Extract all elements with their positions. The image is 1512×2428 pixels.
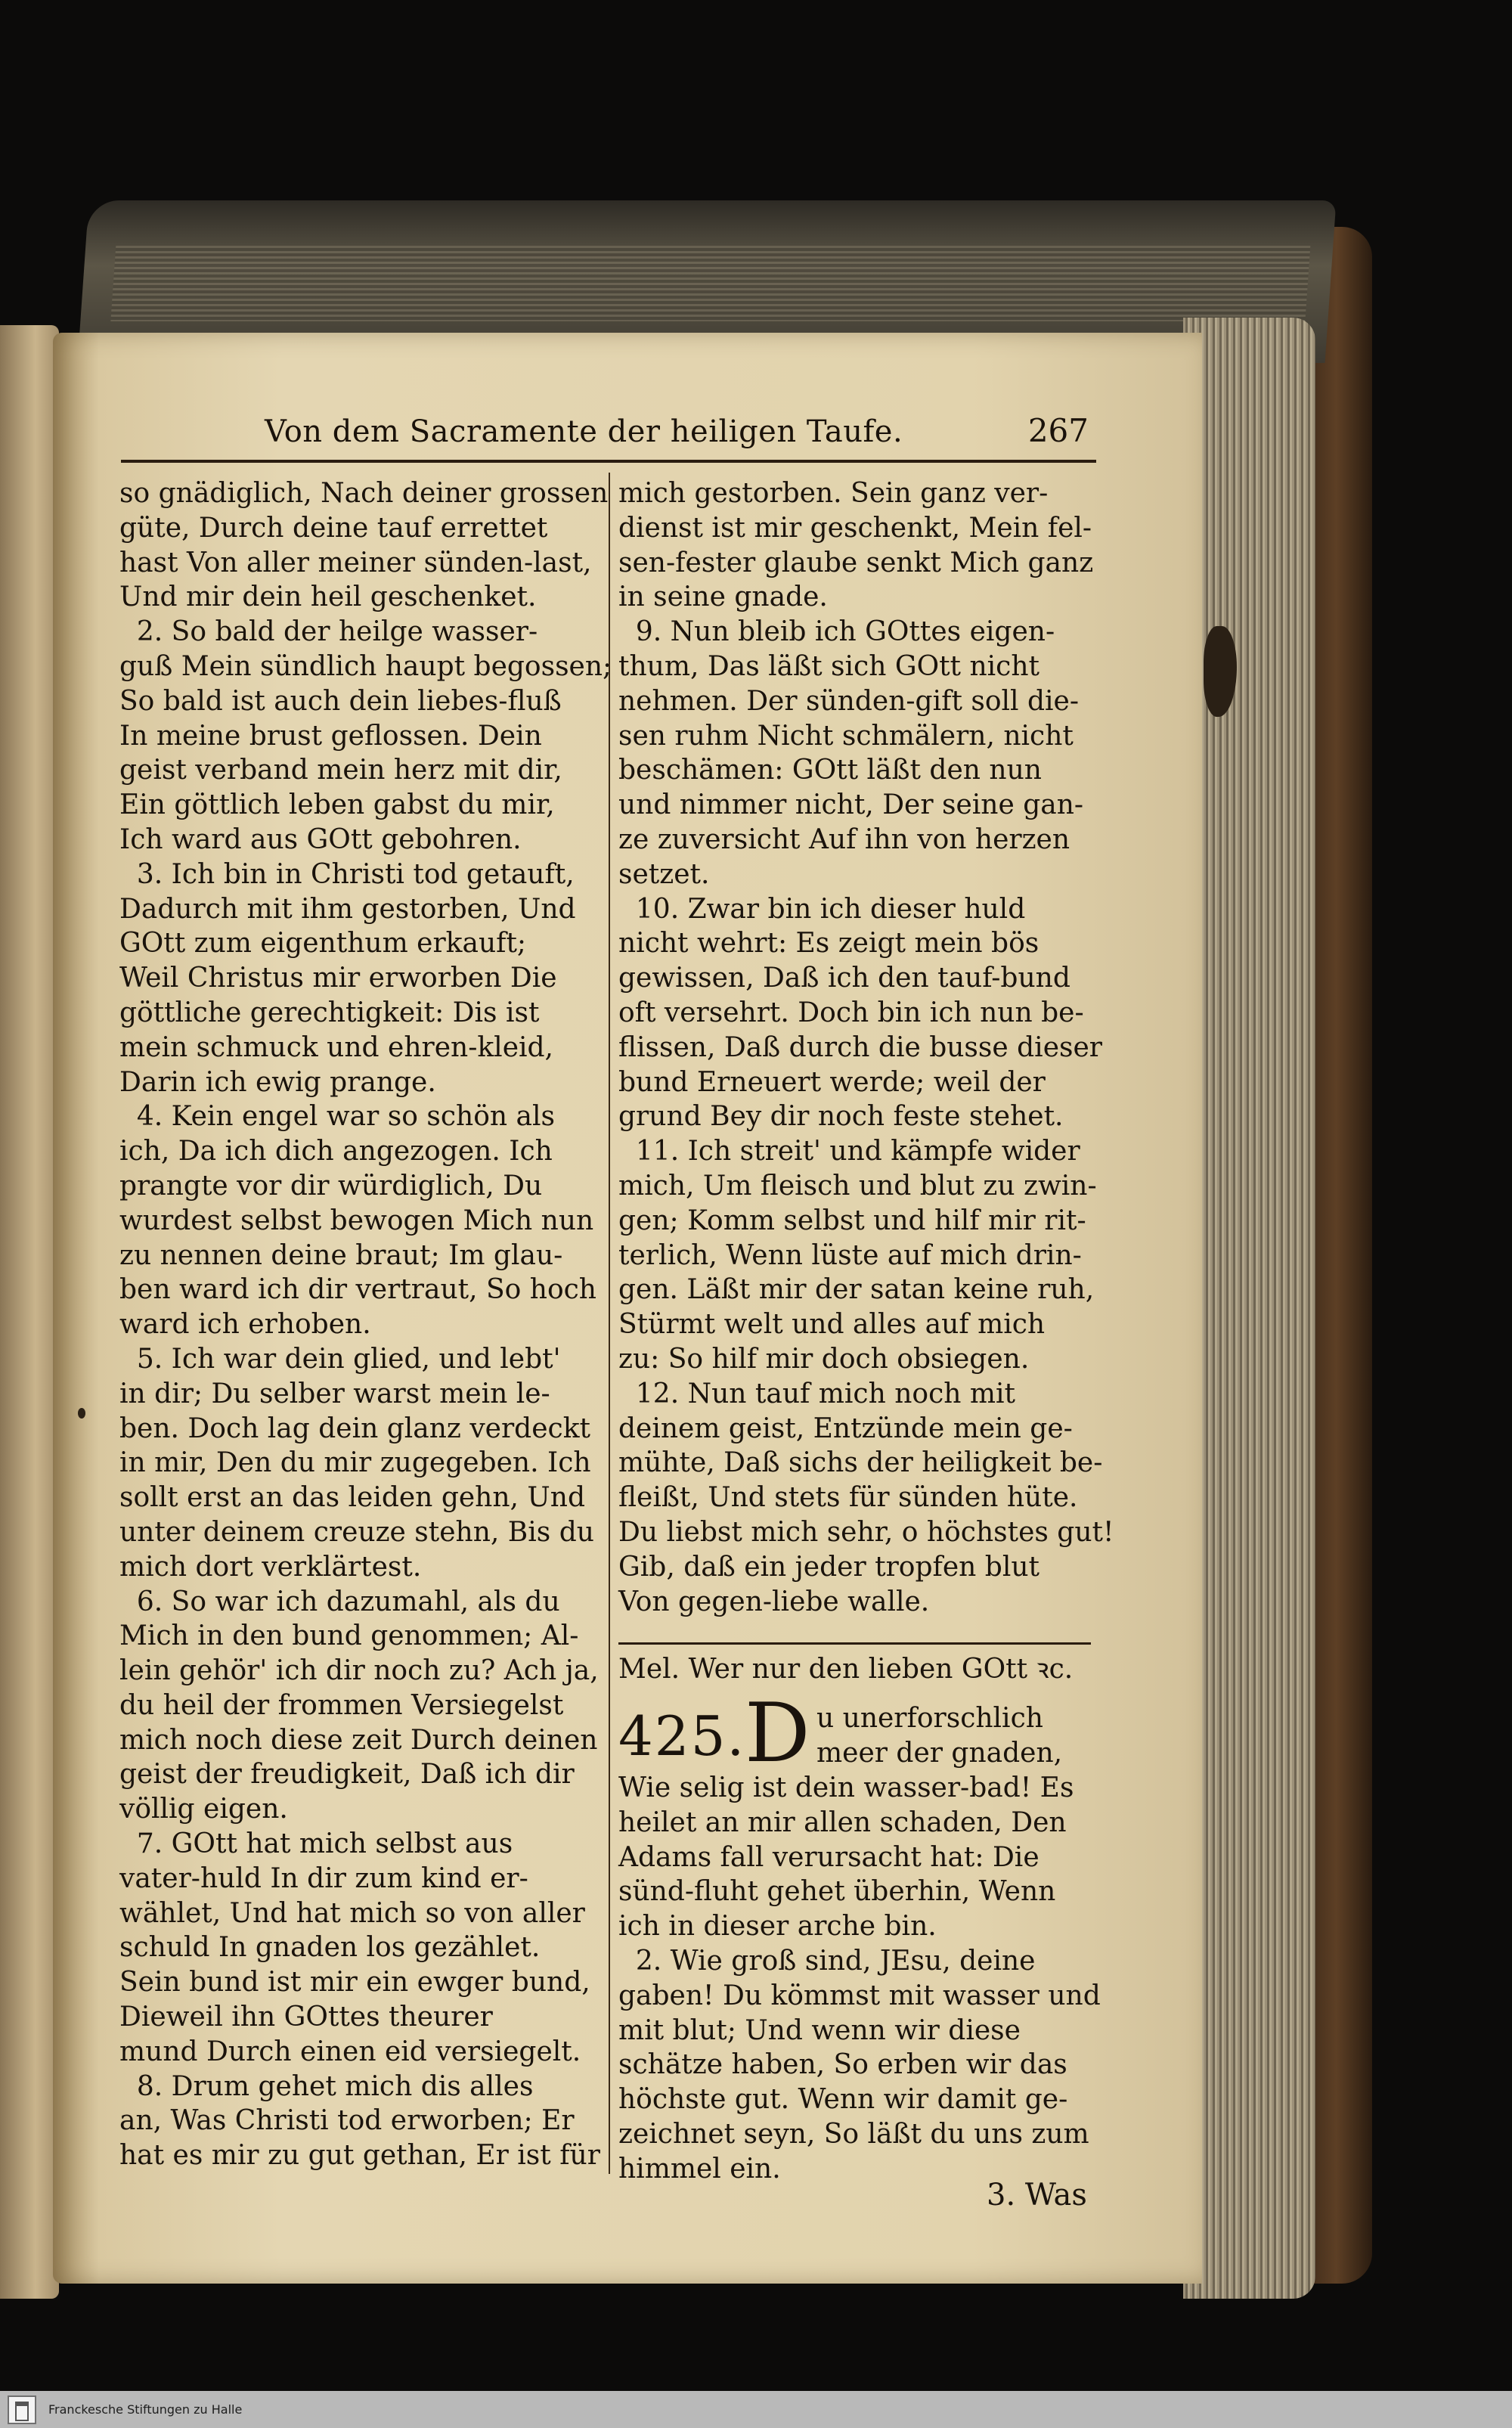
text-line: Gib, daß ein jeder tropfen blut (618, 1551, 1040, 1583)
text-line: oft versehrt. Doch bin ich nun be- (618, 997, 1084, 1028)
text-line: Und mir dein heil geschenket. (119, 581, 537, 613)
text-line: u unerforschlich (816, 1703, 1043, 1734)
text-line: Sein bund ist mir ein ewger bund, (119, 1967, 590, 1999)
margin-dot (78, 1408, 85, 1419)
text-line: Weil Christus mir erworben Die (119, 963, 557, 994)
text-line: sen-fester glaube senkt Mich ganz (618, 547, 1094, 578)
text-line: prangte vor dir würdiglich, Du (119, 1170, 543, 1202)
text-line: ben. Doch lag dein glanz verdeckt (119, 1412, 590, 1444)
text-line: ben ward ich dir vertraut, So hoch (119, 1274, 596, 1306)
catchword: 3. Was (987, 2178, 1087, 2212)
hymn-number: 425. (618, 1704, 746, 1768)
text-line: so gnädiglich, Nach deiner grossen (119, 478, 609, 509)
footer-bar (0, 2391, 1512, 2428)
text-line: Darin ich ewig prange. (119, 1066, 436, 1098)
text-line: zu: So hilf mir doch obsiegen. (618, 1343, 1030, 1375)
hymn-rule (618, 1642, 1091, 1645)
text-line: geist der freudigkeit, Daß ich dir (119, 1759, 575, 1791)
text-line: lein gehör' ich dir noch zu? Ach ja, (119, 1655, 599, 1687)
text-line: 4. Kein engel war so schön als (119, 1101, 555, 1133)
text-line: Von gegen-liebe walle. (618, 1586, 930, 1617)
text-line: du heil der frommen Versiegelst (119, 1689, 564, 1721)
text-line: Mich in den bund genommen; Al- (119, 1620, 579, 1652)
text-line: Stürmt welt und alles auf mich (618, 1309, 1046, 1341)
text-line: 9. Nun bleib ich GOttes eigen- (618, 616, 1055, 648)
text-line: mein schmuck und ehren-kleid, (119, 1031, 553, 1063)
text-line: 10. Zwar bin ich dieser huld (618, 893, 1026, 925)
text-line: wurdest selbst bewogen Mich nun (119, 1205, 594, 1236)
right-column (618, 476, 1114, 1619)
text-line: Dadurch mit ihm gestorben, Und (119, 893, 576, 925)
text-line: unter deinem creuze stehn, Bis du (119, 1516, 594, 1548)
text-line: höchste gut. Wenn wir damit ge- (618, 2084, 1068, 2116)
running-head (265, 412, 1089, 457)
text-line: In meine brust geflossen. Dein (119, 720, 542, 752)
hymn-melody: Mel. Wer nur den lieben GOtt ꝛc. (618, 1654, 1074, 1685)
text-line: 12. Nun tauf mich noch mit (618, 1378, 1015, 1409)
text-line: thum, Das läßt sich GOtt nicht (618, 650, 1040, 682)
text-line: hast Von aller meiner sünden-last, (119, 547, 592, 578)
text-line: ze zuversicht Auf ihn von herzen (618, 823, 1070, 855)
institution-logo-icon (8, 2395, 36, 2424)
text-line: meer der gnaden, (816, 1737, 1063, 1769)
text-line: himmel ein. (618, 2153, 781, 2185)
page-number: 267 (1027, 412, 1089, 449)
text-line: gewissen, Daß ich den tauf-bund (618, 963, 1070, 994)
text-line: ward ich erhoben. (119, 1309, 371, 1341)
text-line: flissen, Daß durch die busse dieser (618, 1031, 1102, 1063)
text-line: sollt erst an das leiden gehn, Und (119, 1482, 585, 1514)
text-line: terlich, Wenn lüste auf mich drin- (618, 1239, 1082, 1271)
text-line: sünd-fluht gehet überhin, Wenn (618, 1876, 1056, 1908)
footer-credit: Franckesche Stiftungen zu Halle (48, 2402, 243, 2417)
text-line: Adams fall verursacht hat: Die (618, 1841, 1040, 1873)
text-line: 7. GOtt hat mich selbst aus (119, 1828, 513, 1860)
text-line: gen; Komm selbst und hilf mir rit- (618, 1205, 1086, 1236)
text-line: mit blut; Und wenn wir diese (618, 2014, 1021, 2046)
text-line: völlig eigen. (119, 1794, 288, 1825)
text-line: schuld In gnaden los gezählet. (119, 1932, 541, 1964)
text-line: mund Durch einen eid versiegelt. (119, 2036, 581, 2067)
text-line: 3. Ich bin in Christi tod getauft, (119, 858, 575, 890)
running-head-title: Von dem Sacramente der heiligen Taufe. (265, 414, 903, 449)
text-line: Ein göttlich leben gabst du mir, (119, 789, 555, 821)
column-divider (609, 473, 610, 2174)
text-line: und nimmer nicht, Der seine gan- (618, 789, 1084, 821)
head-rule (121, 460, 1096, 463)
text-line: fleißt, Und stets für sünden hüte. (618, 1482, 1078, 1514)
text-line: gen. Läßt mir der satan keine ruh, (618, 1274, 1095, 1306)
hymn-body (618, 1771, 1102, 2187)
text-line: dienst ist mir geschenkt, Mein fel- (618, 512, 1092, 544)
text-line: in mir, Den du mir zugegeben. Ich (119, 1447, 591, 1479)
text-line: 5. Ich war dein glied, und lebt' (119, 1343, 561, 1375)
text-line: gaben! Du kömmst mit wasser und (618, 1980, 1101, 2011)
text-line: 6. So war ich dazumahl, als du (119, 1586, 560, 1617)
text-line: schätze haben, So erben wir das (618, 2049, 1067, 2081)
text-line: mühte, Daß sichs der heiligkeit be- (618, 1447, 1103, 1479)
page-fore-edge (1183, 318, 1315, 2299)
text-line: grund Bey dir noch feste stehet. (618, 1101, 1064, 1133)
text-line: geist verband mein herz mit dir, (119, 755, 562, 786)
text-line: setzet. (618, 858, 710, 890)
facing-page-edge (0, 325, 59, 2299)
text-line: So bald ist auch dein liebes-fluß (119, 685, 562, 717)
text-line: GOtt zum eigenthum erkauft; (119, 928, 527, 960)
text-line: mich, Um fleisch und blut zu zwin- (618, 1170, 1097, 1202)
text-line: ich, Da ich dich angezogen. Ich (119, 1136, 553, 1167)
text-line: beschämen: GOtt läßt den nun (618, 755, 1042, 786)
drop-initial: D (745, 1686, 810, 1781)
text-line: ich in dieser arche bin. (618, 1911, 937, 1943)
text-line: nicht wehrt: Es zeigt mein bös (618, 928, 1040, 960)
text-line: 8. Drum gehet mich dis alles (119, 2070, 534, 2102)
text-line: wählet, Und hat mich so von aller (119, 1897, 585, 1929)
text-line: hat es mir zu gut gethan, Er ist für (119, 2140, 600, 2172)
text-line: Du liebst mich sehr, o höchstes gut! (618, 1516, 1114, 1548)
text-line: Ich ward aus GOtt gebohren. (119, 823, 522, 855)
text-line: Wie selig ist dein wasser-bad! Es (618, 1772, 1074, 1803)
text-line: deinem geist, Entzünde mein ge- (618, 1412, 1073, 1444)
text-line: an, Was Christi tod erworben; Er (119, 2105, 575, 2137)
text-line: nehmen. Der sünden-gift soll die- (618, 685, 1079, 717)
text-line: in dir; Du selber warst mein le- (119, 1378, 550, 1409)
text-line: mich noch diese zeit Durch deinen (119, 1724, 598, 1756)
text-line: mich gestorben. Sein ganz ver- (618, 478, 1049, 509)
text-line: 11. Ich streit' und kämpfe wider (618, 1136, 1080, 1167)
text-line: 2. So bald der heilge wasser- (119, 616, 538, 648)
hymn-first-lines (816, 1701, 1104, 1771)
text-line: zu nennen deine braut; Im glau- (119, 1239, 563, 1271)
text-line: guß Mein sündlich haupt begossen; (119, 650, 612, 682)
text-line: güte, Durch deine tauf errettet (119, 512, 548, 544)
text-line: bund Erneuert werde; weil der (618, 1066, 1046, 1098)
text-line: 2. Wie groß sind, JEsu, deine (618, 1945, 1036, 1977)
text-line: sen ruhm Nicht schmälern, nicht (618, 720, 1074, 752)
text-line: mich dort verklärtest. (119, 1551, 422, 1583)
text-line: in seine gnade. (618, 581, 828, 613)
text-line: Dieweil ihn GOttes theurer (119, 2002, 493, 2033)
text-line: zeichnet seyn, So läßt du uns zum (618, 2118, 1089, 2150)
text-line: heilet an mir allen schaden, Den (618, 1806, 1067, 1838)
text-line: vater-huld In dir zum kind er- (119, 1862, 528, 1894)
text-line: göttliche gerechtigkeit: Dis ist (119, 997, 540, 1028)
left-column (119, 476, 612, 2173)
